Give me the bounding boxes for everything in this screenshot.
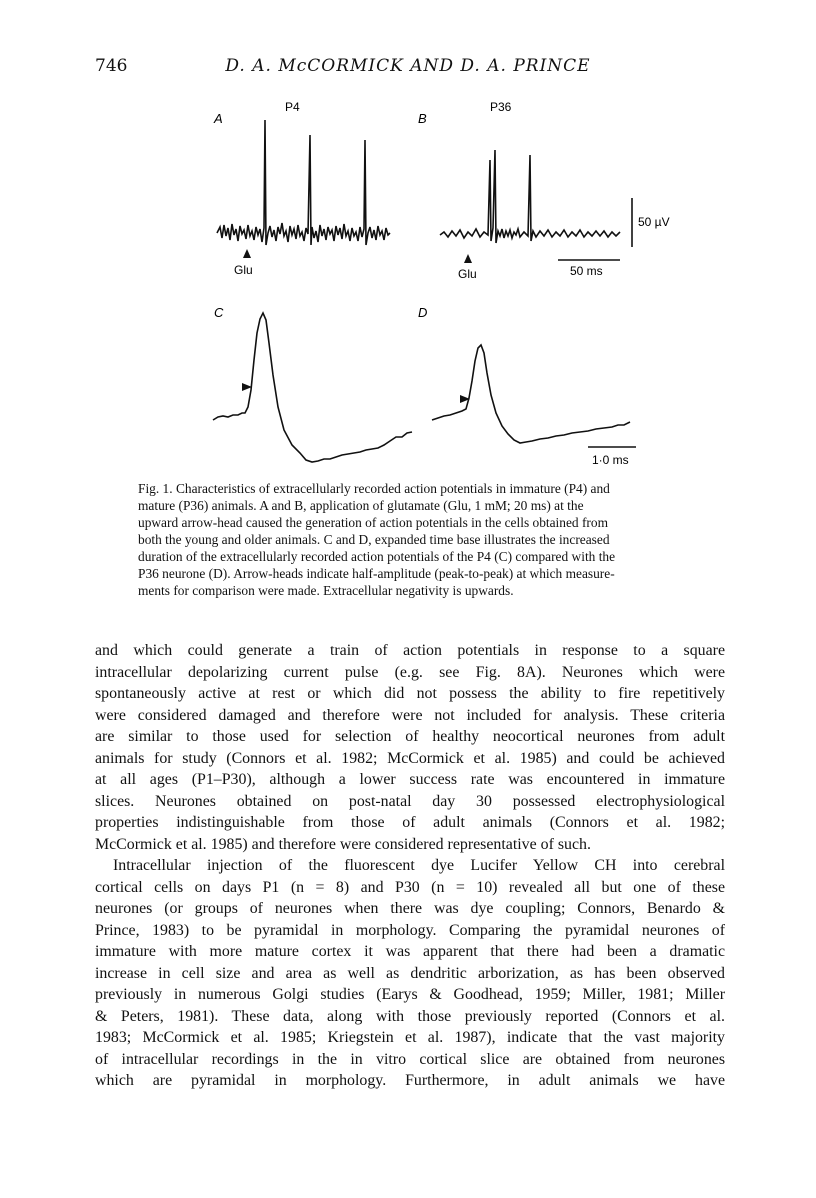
page-number: 746 (95, 56, 128, 76)
time-scalebar-bottom-label: 1·0 ms (592, 453, 629, 467)
body-line: intracellular depolarizing current pulse (e.g. see Fig. 8A). Neurones which were (95, 663, 725, 681)
panel-a-letter: A (214, 111, 223, 126)
body-line: were considered damaged and therefore were not included for analysis. These criteria (95, 706, 725, 724)
voltage-scalebar-label: 50 µV (638, 215, 670, 229)
body-line: previously in numerous Golgi studies (Earys & Goodhead, 1959; Miller, 1981; Miller (95, 986, 725, 1003)
figure-1 (200, 95, 680, 475)
caption-line: P36 neurone (D). Arrow-heads indicate half-amplitude (peak-to-peak) at which measure- (138, 566, 615, 581)
body-line: spontaneously active at rest or which did not possess the ability to fire repetitively (95, 685, 725, 702)
panel-a-title: P4 (285, 100, 300, 114)
body-line: at all ages (P1–P30), although a lower success rate was encountered in immature (95, 771, 725, 788)
body-line: McCormick et al. 1985) and therefore were considered representative of such. (95, 835, 591, 853)
body-line: neurones (or groups of neurones when there was dye coupling; Connors, Benardo & (95, 900, 725, 917)
caption-line: duration of the extracellularly recorded action potentials of the P4 (C) compared with the (138, 549, 616, 564)
body-line: are similar to those used for selection of healthy neocortical neurones from adult (95, 728, 725, 745)
time-scalebar-top-label: 50 ms (570, 264, 603, 278)
caption-line: ments for comparison were made. Extracellular negativity is upwards. (138, 583, 514, 598)
body-line: animals for study (Connors et al. 1982; McCormick et al. 1985) and could be achieved (95, 749, 725, 767)
trace-b (440, 150, 620, 243)
panel-b-letter: B (418, 111, 427, 126)
body-line: immature with more mature cortex it was apparent that there had been a dramatic (95, 943, 725, 960)
caption-line: both the young and older animals. C and D, expanded time base illustrates the increased (138, 532, 610, 547)
body-line: of intracellular recordings in the in vitro cortical slice are obtained from neurones (95, 1050, 725, 1068)
caption-line: upward arrow-head caused the generation of action potentials in the cells obtained from (138, 515, 608, 530)
trace-a (217, 120, 390, 245)
caption-line: Fig. 1. Characteristics of extracellularly recorded action potentials in immature (P4) and (138, 481, 610, 496)
body-line: cortical cells on days P1 (n = 8) and P30 (n = 10) revealed all but one of these (95, 878, 725, 896)
panel-a-marker: Glu (234, 263, 253, 277)
body-text (95, 640, 725, 1092)
body-line: Intracellular injection of the fluorescent dye Lucifer Yellow CH into cerebral (113, 857, 725, 874)
glu-arrow-a-icon (243, 249, 251, 258)
running-head: D. A. McCORMICK AND D. A. PRINCE (225, 56, 591, 76)
body-line: 1983; McCormick et al. 1985; Kriegstein et al. 1987), indicate that the vast majority (95, 1029, 725, 1046)
body-line: which are pyramidal in morphology. Furthermore, in adult animals we have (95, 1072, 725, 1089)
figure-caption (138, 480, 738, 599)
trace-d (432, 345, 630, 443)
body-line: slices. Neurones obtained on post-natal day 30 possessed electrophysiological (95, 792, 725, 810)
panel-b-marker: Glu (458, 267, 477, 281)
figure-traces (200, 95, 680, 475)
glu-arrow-b-icon (464, 254, 472, 263)
caption-line: mature (P36) animals. A and B, application of glutamate (Glu, 1 mM; 20 ms) at the (138, 498, 584, 513)
panel-c-letter: C (214, 305, 224, 320)
body-line: properties indistinguishable from those of adult animals (Connors et al. 1982; (95, 814, 725, 831)
panel-b-title: P36 (490, 100, 512, 114)
panel-d-letter: D (418, 305, 428, 320)
body-line: & Peters, 1981). These data, along with those previously reported (Connors et al. (95, 1007, 725, 1025)
body-line: Prince, 1983) to be pyramidal in morphology. Comparing the pyramidal neurones of (95, 921, 725, 939)
body-line: increase in cell size and area as well as dendritic arborization, as has been observed (95, 964, 725, 982)
body-line: and which could generate a train of action potentials in response to a square (95, 642, 725, 659)
page-header (0, 56, 816, 82)
